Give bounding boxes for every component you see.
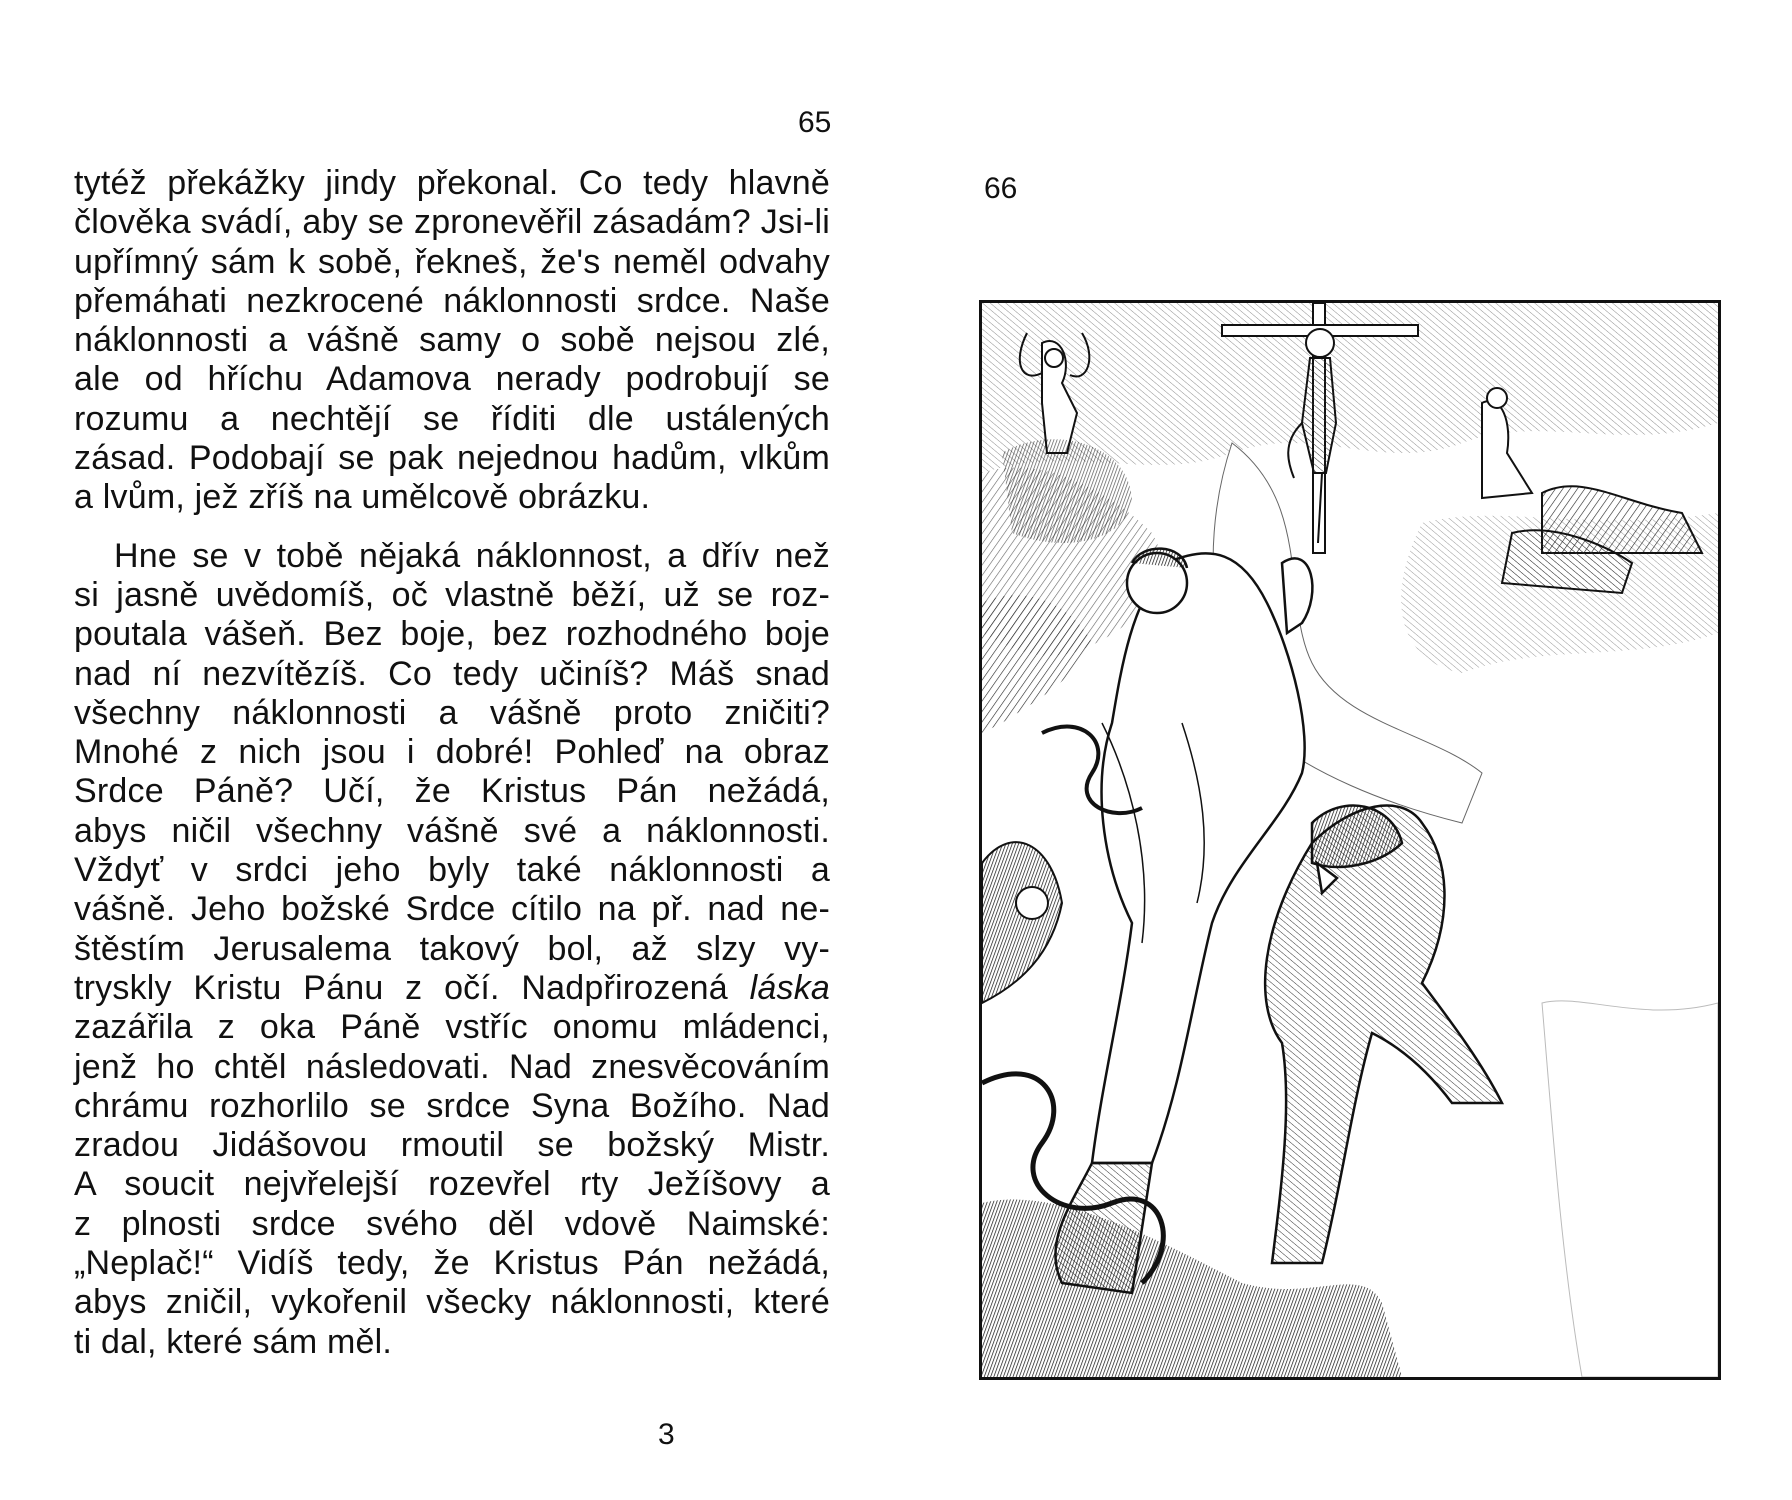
text-line: vášně. Jeho božské Srdce cítilo na př. nad ne- [74,890,830,929]
text-line: náklonnosti a vášně samy o sobě nejsou zlé, [74,321,830,360]
text-line: z plnosti srdce svého děl vdově Naimské: [74,1204,830,1243]
text-line: nad ní nezvítězíš. Co tedy učiníš? Máš snad [74,654,830,693]
text-line: všechny náklonnosti a vášně proto zničiti? [74,693,830,732]
text-line: chrámu rozhorlilo se srdce Syna Božího. Nad [74,1086,830,1125]
text-line: ale od hříchu Adamova nerady podrobují se [74,360,830,399]
text-line: upřímný sám k sobě, řekneš, že's neměl odvahy [74,242,830,281]
paragraph-2 [74,537,830,1362]
text-line: Hne se v tobě nějaká náklonnost, a dřív než [114,536,830,575]
text-line: štěstím Jerusalema takový bol, až slzy vy- [74,929,830,968]
text-line: Vždyť v srdci jeho byly také náklonnosti a [74,851,830,890]
text-line: přemáhati nezkrocené náklonnosti srdce. Naše [74,281,830,320]
text-line: „Neplač!“ Vidíš tedy, že Kristus Pán nežádá, [74,1244,830,1283]
italic-word: láska [749,968,830,1007]
text-fragment: tryskly Kristu Pánu z očí. Nadpřirozená [74,968,728,1007]
text-line: abys zničil, vykořenil všecky náklonnosti, které [74,1283,830,1322]
text-line: abys ničil všechny vášně své a náklonnosti. [74,811,830,850]
text-line: zazářila z oka Páně vstříc onomu mládenci, [74,1008,830,1047]
engraving-illustration [979,300,1721,1380]
left-page-number: 65 [798,106,832,139]
folio-mark: 3 [658,1418,675,1451]
text-line: Mnohé z nich jsou i dobré! Pohleď na obraz [74,733,830,772]
text-line: si jasně uvědomíš, oč vlastně běží, už se roz- [74,575,830,614]
text-line-with-italic [74,969,830,1008]
text-line: člověka svádí, aby se zpronevěřil zásadám? Jsi-li [74,203,830,242]
text-line: a lvům, jež zříš na umělcově obrázku. [74,478,651,517]
text-line: poutala vášeň. Bez boje, bez rozhodného boje [74,615,830,654]
text-line: Srdce Páně? Učí, že Kristus Pán nežádá, [74,772,830,811]
paragraph-1 [74,164,830,518]
text-line: tytéž překážky jindy překonal. Co tedy hlavně [74,164,830,202]
text-line: zradou Jidášovou rmoutil se božský Mistr. [74,1126,830,1165]
text-line: zásad. Podobají se pak nejednou hadům, vlkům [74,439,830,478]
engraving-svg [982,303,1718,1377]
text-line: jenž ho chtěl následovati. Nad znesvěcováním [74,1047,830,1086]
text-line: ti dal, které sám měl. [74,1322,393,1361]
text-line: rozumu a nechtějí se říditi dle ustálených [74,399,830,438]
body-text [74,164,830,1362]
right-page-number: 66 [984,172,1018,205]
text-line: A soucit nejvřelejší rozevřel rty Ježíšovy a [74,1165,830,1204]
